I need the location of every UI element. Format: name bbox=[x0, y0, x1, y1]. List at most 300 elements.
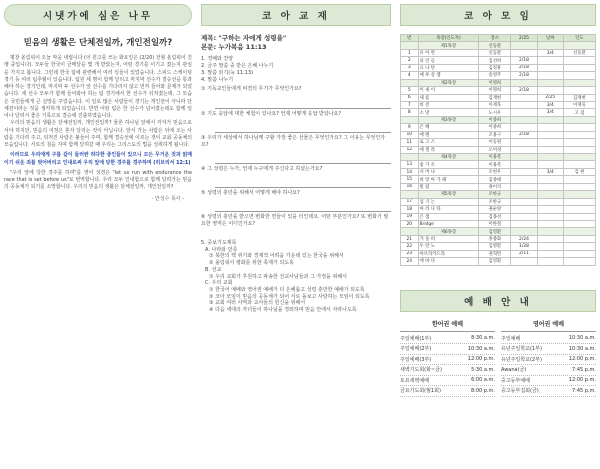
empty-cell bbox=[537, 154, 563, 161]
worship-name: 중고등부집회(금) bbox=[501, 388, 539, 395]
lead-cell: 고 겸 bbox=[563, 109, 595, 116]
question-item: ① 기독교인들에게 비젼의 무기가 무엇인가요? bbox=[201, 86, 302, 92]
prayer-list bbox=[201, 240, 391, 314]
sermon-paragraph: 우리의 믿음의 생활은 단체전일까, 개인전일까? 물론 하나님 앞에서 각자가 믿음으로 서야 하지만, 믿음의 여정은 혼자 달리는 것이 아닙니다. 앞서 가는 사람은 뒤에 오는 사람을 기다려 주고, 뒤처진 사람은 붙들어 주며, 함께 결승선에 이르는 것이 교회 공동체의 모습입니다. 서로의 짐을 지며 함께 달려갈 때 우리는 그리스도의 법을 성취하게 됩니다. bbox=[4, 120, 192, 148]
worship-schedule bbox=[400, 319, 596, 397]
group-name: 의 인 들 bbox=[418, 57, 479, 64]
worship-name: 금요기도회(월1회) bbox=[400, 388, 441, 395]
worship-row bbox=[501, 386, 596, 397]
prayer-item: ① 우리 교회가 후원하고 파송한 선교사님들과 그 가정을 위해서 bbox=[209, 273, 347, 280]
worship-time: 8:00 p.m. bbox=[470, 387, 495, 394]
row-number bbox=[401, 154, 419, 161]
sermon-paragraph: 평창 올림픽이 오늘 막을 내립니다 (이 원고를 쓰는 화요일은 (2/20) 전형 올림픽이 진행 중입니다). 모두들 한국이 금메달을 몇 개 받았는지, 어떤 경기를 이기고 졌는지 관심을 가지고 봅니다. 그런데 한국 팀에 관련해서 여러 일들이 있었습니다. 스피드 스케이팅 경기 등 여러 팀추월이 있습니다. 팀원 세 명이 함께 달리고 마지막 선수가 결승선을 통과해야 하는 경기인데, 마지막 두 선수가 앞 선수를 기다리지 않고 먼저 들어와 문제가 되었습니다. 세 선수 모두가 함께 들어와야 하는 팀 경기에서 한 선수가 뒤처졌는데, 그 모습은 국민들에게 큰 실망을 주었습니다. 이 일로 많은 사람들이 경기는 개인전이 아니라 단체전이라는 것을 생각하게 되었습니다. 반면 어떤 팀은 한 선수가 넘어졌는데도 함께 일어나 달려서 좋은 기록으로 결승에 진출하였습니다. bbox=[4, 55, 192, 119]
table-row bbox=[401, 213, 596, 220]
worship-time: 10:30 a.m. bbox=[568, 335, 596, 342]
date-cell bbox=[511, 139, 537, 146]
lead-cell bbox=[563, 235, 595, 242]
row-number bbox=[401, 191, 419, 198]
group-name: 예 루 살 렘 bbox=[418, 72, 479, 79]
group-name: 빌 립 bbox=[418, 183, 479, 190]
date-cell bbox=[511, 161, 537, 168]
worship-header: 예 배 안 내 bbox=[400, 290, 596, 312]
worship-name: 주일예배(2부) bbox=[400, 346, 432, 353]
date-cell bbox=[511, 206, 537, 213]
row-number bbox=[401, 79, 419, 86]
date-cell bbox=[537, 206, 563, 213]
table-row bbox=[401, 168, 596, 175]
lead-cell bbox=[563, 146, 595, 153]
col-header: 2/25 bbox=[511, 35, 537, 42]
row-number: 2 bbox=[401, 57, 419, 64]
date-cell bbox=[537, 250, 563, 257]
worship-time: 10:30 a.m. bbox=[467, 345, 495, 352]
study-column bbox=[201, 4, 391, 314]
group-column bbox=[400, 4, 596, 397]
date-cell bbox=[537, 213, 563, 220]
lead-cell bbox=[563, 220, 595, 227]
worship-row bbox=[400, 355, 495, 366]
date-cell: 3/4 bbox=[537, 49, 563, 56]
row-number: 14 bbox=[401, 168, 419, 175]
sermon-author: - 안성수 목사 - bbox=[151, 195, 184, 202]
group-name: 에 벨 bbox=[418, 131, 479, 138]
empty-cell bbox=[563, 116, 595, 123]
empty-cell bbox=[563, 191, 595, 198]
worship-name: 주일예배(1부) bbox=[400, 335, 432, 342]
empty-cell bbox=[563, 79, 595, 86]
lead-cell: 김 현 bbox=[563, 168, 595, 175]
group-name: 에 바 다 bbox=[418, 258, 479, 265]
lead-cell bbox=[563, 139, 595, 146]
table-row bbox=[401, 64, 596, 71]
date-cell: 2/18 bbox=[511, 64, 537, 71]
step-item: 4. 말씀 나누기 bbox=[201, 77, 234, 83]
date-cell bbox=[511, 258, 537, 265]
answer-line bbox=[215, 173, 391, 188]
question-item: ⑤ 성령의 충만을 위해서 어떻게 해야 하나요? bbox=[201, 190, 300, 196]
english-worship bbox=[501, 319, 596, 397]
row-number bbox=[401, 116, 419, 123]
group-section-name: 제3목장 bbox=[418, 116, 479, 123]
group-name: 은 혜 bbox=[418, 124, 479, 131]
worship-name: 토요새벽예배 bbox=[400, 377, 429, 384]
group-name: 에 셀 라 bbox=[418, 146, 479, 153]
group-name: 이 새 이 bbox=[418, 87, 479, 94]
group-section-name: 제5목장 bbox=[418, 191, 479, 198]
table-row bbox=[401, 183, 596, 190]
worship-time: 12:00 p.m. bbox=[568, 356, 596, 363]
group-place: 이용복 bbox=[479, 161, 511, 168]
row-number: 13 bbox=[401, 161, 419, 168]
answer-line bbox=[215, 118, 391, 133]
lead-cell bbox=[563, 243, 595, 250]
table-row bbox=[401, 124, 596, 131]
date-cell: 2/18 bbox=[511, 72, 537, 79]
lead-cell bbox=[563, 250, 595, 257]
row-number: 9 bbox=[401, 124, 419, 131]
table-row bbox=[401, 109, 596, 116]
row-number: 3 bbox=[401, 64, 419, 71]
group-place: 김정훈 bbox=[479, 64, 511, 71]
group-name: 서 머 나 bbox=[418, 168, 479, 175]
group-place: 김재현 bbox=[479, 94, 511, 101]
group-place: 이재욱 bbox=[479, 101, 511, 108]
lead-cell bbox=[563, 176, 595, 183]
date-cell bbox=[511, 168, 537, 175]
table-row bbox=[401, 258, 596, 265]
col-header: 번 bbox=[401, 35, 419, 42]
date-cell bbox=[511, 183, 537, 190]
date-cell bbox=[511, 94, 537, 101]
answer-line bbox=[215, 93, 391, 109]
date-cell bbox=[537, 57, 563, 64]
row-number: 21 bbox=[401, 235, 419, 242]
group-place: 노시우 bbox=[479, 109, 511, 116]
study-title: 제목: "구하는 자에게 성령을" bbox=[201, 34, 287, 42]
date-cell: 1/28 bbox=[511, 243, 537, 250]
worship-row bbox=[400, 376, 495, 387]
empty-cell bbox=[511, 79, 537, 86]
date-cell bbox=[537, 198, 563, 205]
worship-time: 12:00 p.m. bbox=[568, 377, 596, 384]
row-number: 19 bbox=[401, 213, 419, 220]
group-place: 홍종화 bbox=[479, 235, 511, 242]
table-row bbox=[401, 161, 596, 168]
empty-cell bbox=[537, 228, 563, 235]
worship-name: 유년주일학교(1부) bbox=[501, 346, 542, 353]
table-row bbox=[401, 49, 596, 56]
group-name: 새 롬 bbox=[418, 94, 479, 101]
row-number: 15 bbox=[401, 176, 419, 183]
group-name: 섬 기 는 bbox=[418, 198, 479, 205]
worship-name: 중고등부예배 bbox=[501, 377, 530, 384]
row-number: 12 bbox=[401, 146, 419, 153]
empty-cell bbox=[537, 79, 563, 86]
date-cell: 3/4 bbox=[537, 109, 563, 116]
row-number: 6 bbox=[401, 94, 419, 101]
group-name: 두 란 노 bbox=[418, 243, 479, 250]
table-row bbox=[401, 131, 596, 138]
worship-row bbox=[501, 344, 596, 355]
date-cell bbox=[511, 220, 537, 227]
group-section-name: 제2목장 bbox=[418, 79, 479, 86]
worship-time: 6:00 a.m. bbox=[471, 377, 495, 384]
group-place: 김종선 bbox=[479, 213, 511, 220]
empty-cell bbox=[563, 42, 595, 49]
date-cell: 3/4 bbox=[537, 168, 563, 175]
answer-line bbox=[215, 197, 391, 212]
sermon-title: 믿음의 생활은 단체전일까, 개인전일까? bbox=[23, 38, 173, 48]
worship-row bbox=[400, 334, 495, 345]
group-place: 김영환 bbox=[479, 258, 511, 265]
worship-row bbox=[400, 344, 495, 355]
date-cell bbox=[537, 161, 563, 168]
lead-cell bbox=[563, 64, 595, 71]
row-number bbox=[401, 228, 419, 235]
table-row bbox=[401, 57, 596, 64]
table-row bbox=[401, 250, 596, 257]
row-number: 10 bbox=[401, 131, 419, 138]
group-section-row bbox=[401, 79, 596, 86]
row-number: 7 bbox=[401, 101, 419, 108]
group-section-row bbox=[401, 154, 596, 161]
worship-time: 7:45 p.m. bbox=[571, 387, 596, 394]
col-header: 날짜 bbox=[537, 35, 563, 42]
date-cell bbox=[537, 124, 563, 131]
group-place: 신동환 bbox=[479, 49, 511, 56]
group-name: 은 샘 bbox=[418, 213, 479, 220]
prayer-item: ① 북한의 핵 위기와 경제적 어려움 가운데 있는 한국을 위해서 bbox=[209, 253, 344, 260]
prayer-item: ① 한국어 예배와 영어권 예배가 더 은혜롭고 성령 충만한 예배가 되도록 bbox=[209, 286, 365, 293]
group-place: 이동원 bbox=[479, 139, 511, 146]
prayer-title: 5. 중보기도제목 bbox=[201, 240, 237, 246]
table-row bbox=[401, 198, 596, 205]
worship-row bbox=[501, 334, 596, 345]
lead-cell bbox=[563, 183, 595, 190]
group-table bbox=[400, 34, 596, 266]
lead-cell: 김재현 bbox=[563, 94, 595, 101]
table-row bbox=[401, 235, 596, 242]
date-cell bbox=[537, 139, 563, 146]
lead-cell bbox=[563, 258, 595, 265]
worship-row bbox=[400, 365, 495, 376]
empty-cell bbox=[511, 154, 537, 161]
group-section-name: 제1목장 bbox=[418, 42, 479, 49]
group-section-leader: 김영환 bbox=[479, 228, 511, 235]
date-cell bbox=[537, 176, 563, 183]
date-cell bbox=[537, 72, 563, 79]
study-steps bbox=[201, 56, 391, 84]
worship-name: 주일예배 bbox=[501, 335, 521, 342]
group-section-leader: 이종희 bbox=[479, 116, 511, 123]
group-place: 조한규 bbox=[479, 198, 511, 205]
prayer-item: ③ 교회 여러 사역과 교사들의 헌신을 위해서 bbox=[209, 300, 306, 307]
date-cell: 2/18 bbox=[511, 87, 537, 94]
group-section-row bbox=[401, 228, 596, 235]
row-number: 23 bbox=[401, 250, 419, 257]
table-row bbox=[401, 146, 596, 153]
group-section-leader: 이용복 bbox=[479, 154, 511, 161]
step-item: 3. 말씀 읽기(눅 11:13) bbox=[201, 70, 253, 76]
group-section-row bbox=[401, 42, 596, 49]
group-name: 아브라카드라 bbox=[418, 250, 479, 257]
lead-cell bbox=[563, 198, 595, 205]
group-place: 조용구 bbox=[479, 131, 511, 138]
table-row bbox=[401, 87, 596, 94]
table-row bbox=[401, 206, 596, 213]
group-section-name: 제4목장 bbox=[418, 154, 479, 161]
row-number: 4 bbox=[401, 72, 419, 79]
group-name: 좋 가 조 bbox=[418, 161, 479, 168]
sermon-header: 시냇가에 심은 나무 bbox=[4, 4, 192, 26]
prayer-item: ④ 다음 세대의 자녀들이 하나님을 경외하며 믿음 안에서 자라나도록 bbox=[209, 307, 357, 314]
worship-row bbox=[501, 355, 596, 366]
empty-cell bbox=[537, 191, 563, 198]
date-cell bbox=[511, 101, 537, 108]
english-worship-title: 영어권 예배 bbox=[501, 319, 596, 332]
korean-worship-title: 한어권 예배 bbox=[400, 319, 495, 332]
answer-line bbox=[215, 149, 391, 164]
group-header: 코 아 모 임 bbox=[400, 4, 596, 26]
date-cell bbox=[511, 109, 537, 116]
row-number: 24 bbox=[401, 258, 419, 265]
empty-cell bbox=[537, 116, 563, 123]
group-table-header bbox=[401, 35, 596, 42]
group-section-name: 제6목장 bbox=[418, 228, 479, 235]
table-row bbox=[401, 176, 596, 183]
table-row bbox=[401, 72, 596, 79]
lead-cell bbox=[563, 161, 595, 168]
lead-cell bbox=[563, 57, 595, 64]
lead-cell bbox=[563, 206, 595, 213]
prayer-item: ② 코아 모임이 믿음의 공동체가 되어 서로 돌보고 사랑하는 모임이 되도록 bbox=[209, 293, 370, 300]
table-row bbox=[401, 139, 596, 146]
date-cell bbox=[511, 146, 537, 153]
lead-cell bbox=[563, 213, 595, 220]
group-place: 김선희 bbox=[479, 57, 511, 64]
group-place: 권순양 bbox=[479, 206, 511, 213]
group-place: 권이석 bbox=[479, 183, 511, 190]
empty-cell bbox=[563, 228, 595, 235]
question-item: ④ 그 성령은 누가, 언제 누구에게 주신다고 하셨는가요? bbox=[201, 166, 323, 172]
worship-name: 새벽기도회(화~금) bbox=[400, 367, 442, 374]
worship-name: 유년주일학교(2부) bbox=[501, 356, 542, 363]
table-row bbox=[401, 243, 596, 250]
group-name: Bridge bbox=[418, 220, 479, 227]
table-row bbox=[401, 94, 596, 101]
row-number: 18 bbox=[401, 206, 419, 213]
date-cell: 2/25 bbox=[537, 94, 563, 101]
group-section-row bbox=[401, 116, 596, 123]
sermon-body bbox=[4, 55, 192, 192]
worship-time: 8:30 a.m. bbox=[471, 335, 495, 342]
row-number: 22 bbox=[401, 243, 419, 250]
sermon-closing: "우리 앞에 당한 경주를 하며"를 영어 성경은 "let us run with endurance the race that is set before us"로 번역합니다. 우리 모두 인내함으로 함께 달려가는 믿음의 공동체가 되기를 소망합니다. 우리의 믿음의 생활은 단체전일까, 개인전일까? bbox=[4, 169, 192, 191]
group-place: 김명환 bbox=[479, 243, 511, 250]
group-name: 소 망 bbox=[418, 109, 479, 116]
worship-time: 12:00 p.m. bbox=[467, 356, 495, 363]
date-cell bbox=[537, 235, 563, 242]
sermon-column bbox=[4, 4, 192, 202]
date-cell bbox=[537, 146, 563, 153]
group-section-leader: 신동환 bbox=[479, 42, 511, 49]
question-item: ⑥ 성령의 충만을 받으면 변화한 면들이 있을 터인데요. 어떤 부분인가요? 또 변화가 필요한 영역은 어디인가요? bbox=[201, 214, 389, 227]
step-item: 1. 경배와 찬양 bbox=[201, 56, 234, 62]
group-place: 이한철 bbox=[479, 220, 511, 227]
group-place: 송영주 bbox=[479, 72, 511, 79]
worship-name: 주일예배(3부) bbox=[400, 356, 432, 363]
group-name: 요 나 단 bbox=[418, 64, 479, 71]
row-number: 17 bbox=[401, 198, 419, 205]
date-cell bbox=[537, 64, 563, 71]
question-item: ③ 우리가 세상에서 하나님께 구할 가장 좋은 선물은 무엇인가요? 그 이유는 무엇인가요? bbox=[201, 135, 386, 148]
date-cell bbox=[511, 124, 537, 131]
empty-cell bbox=[511, 116, 537, 123]
worship-time: 10:30 a.m. bbox=[568, 345, 596, 352]
lead-cell bbox=[563, 72, 595, 79]
lead-cell bbox=[563, 124, 595, 131]
lead-cell: 이재욱 bbox=[563, 101, 595, 108]
worship-row bbox=[400, 386, 495, 397]
date-cell bbox=[537, 243, 563, 250]
date-cell bbox=[511, 198, 537, 205]
prayer-item: A. 나라와 민족 bbox=[205, 246, 238, 253]
prayer-item: B. 선교 bbox=[205, 266, 222, 273]
study-theme bbox=[201, 34, 391, 52]
prayer-item: C. 우리 교회 bbox=[205, 280, 233, 287]
empty-cell bbox=[511, 42, 537, 49]
study-text: 본문: 누가복음 11:13 bbox=[201, 43, 267, 51]
empty-cell bbox=[537, 42, 563, 49]
group-section-leader: 이명희 bbox=[479, 79, 511, 86]
group-place: 이종희 bbox=[479, 124, 511, 131]
group-name: 유 아 란 bbox=[418, 49, 479, 56]
group-name: 로 고 스 bbox=[418, 139, 479, 146]
date-cell bbox=[537, 258, 563, 265]
group-place: 이명희 bbox=[479, 87, 511, 94]
date-cell bbox=[537, 87, 563, 94]
worship-row bbox=[501, 365, 596, 376]
date-cell: 2/18 bbox=[511, 131, 537, 138]
prayer-item: ② 올림픽이 평화를 위한 축제가 되도록 bbox=[209, 260, 294, 267]
study-header: 코 아 교 재 bbox=[201, 4, 391, 26]
row-number: 11 bbox=[401, 139, 419, 146]
group-place: 권혁만 bbox=[479, 250, 511, 257]
worship-name: Awana(금) bbox=[501, 367, 527, 374]
row-number: 16 bbox=[401, 183, 419, 190]
col-header: 장소 bbox=[479, 35, 511, 42]
lead-cell: 신동환 bbox=[563, 49, 595, 56]
group-section-row bbox=[401, 191, 596, 198]
date-cell bbox=[511, 176, 537, 183]
worship-row bbox=[501, 376, 596, 387]
table-row bbox=[401, 101, 596, 108]
date-cell bbox=[511, 213, 537, 220]
date-cell: 2/24 bbox=[511, 235, 537, 242]
worship-time: 5:30 a.m. bbox=[471, 366, 495, 373]
date-cell bbox=[537, 220, 563, 227]
group-name: 희 망 아 가 페 bbox=[418, 176, 479, 183]
row-number: 8 bbox=[401, 109, 419, 116]
question-item: ② 기도 응답에 대한 체험이 있나요? 언제 어떻게 응답 받았나요? bbox=[201, 111, 342, 117]
row-number: 5 bbox=[401, 87, 419, 94]
row-number: 1 bbox=[401, 49, 419, 56]
korean-worship bbox=[400, 319, 495, 397]
group-section-leader: 조한규 bbox=[479, 191, 511, 198]
date-cell: 2/18 bbox=[511, 57, 537, 64]
row-number: 20 bbox=[401, 220, 419, 227]
group-name: 비 전 bbox=[418, 101, 479, 108]
group-name: 마 라 나 타 bbox=[418, 206, 479, 213]
lead-cell bbox=[563, 87, 595, 94]
step-item: 2. 금주 말씀 중 받은 은혜 나누기 bbox=[201, 63, 274, 69]
worship-time: 7:45 p.m. bbox=[571, 366, 596, 373]
lead-cell bbox=[563, 131, 595, 138]
empty-cell bbox=[511, 191, 537, 198]
group-name: 가 을 비 bbox=[418, 235, 479, 242]
table-row bbox=[401, 220, 596, 227]
group-place: 조현우 bbox=[479, 168, 511, 175]
date-cell: 3/4 bbox=[537, 101, 563, 108]
empty-cell bbox=[563, 154, 595, 161]
group-place: 김종태 bbox=[479, 176, 511, 183]
col-header: 인도 bbox=[563, 35, 595, 42]
empty-cell bbox=[511, 228, 537, 235]
col-header: 목장(인도자) bbox=[418, 35, 479, 42]
date-cell bbox=[511, 49, 537, 56]
date-cell: 2/11 bbox=[511, 250, 537, 257]
row-number bbox=[401, 42, 419, 49]
